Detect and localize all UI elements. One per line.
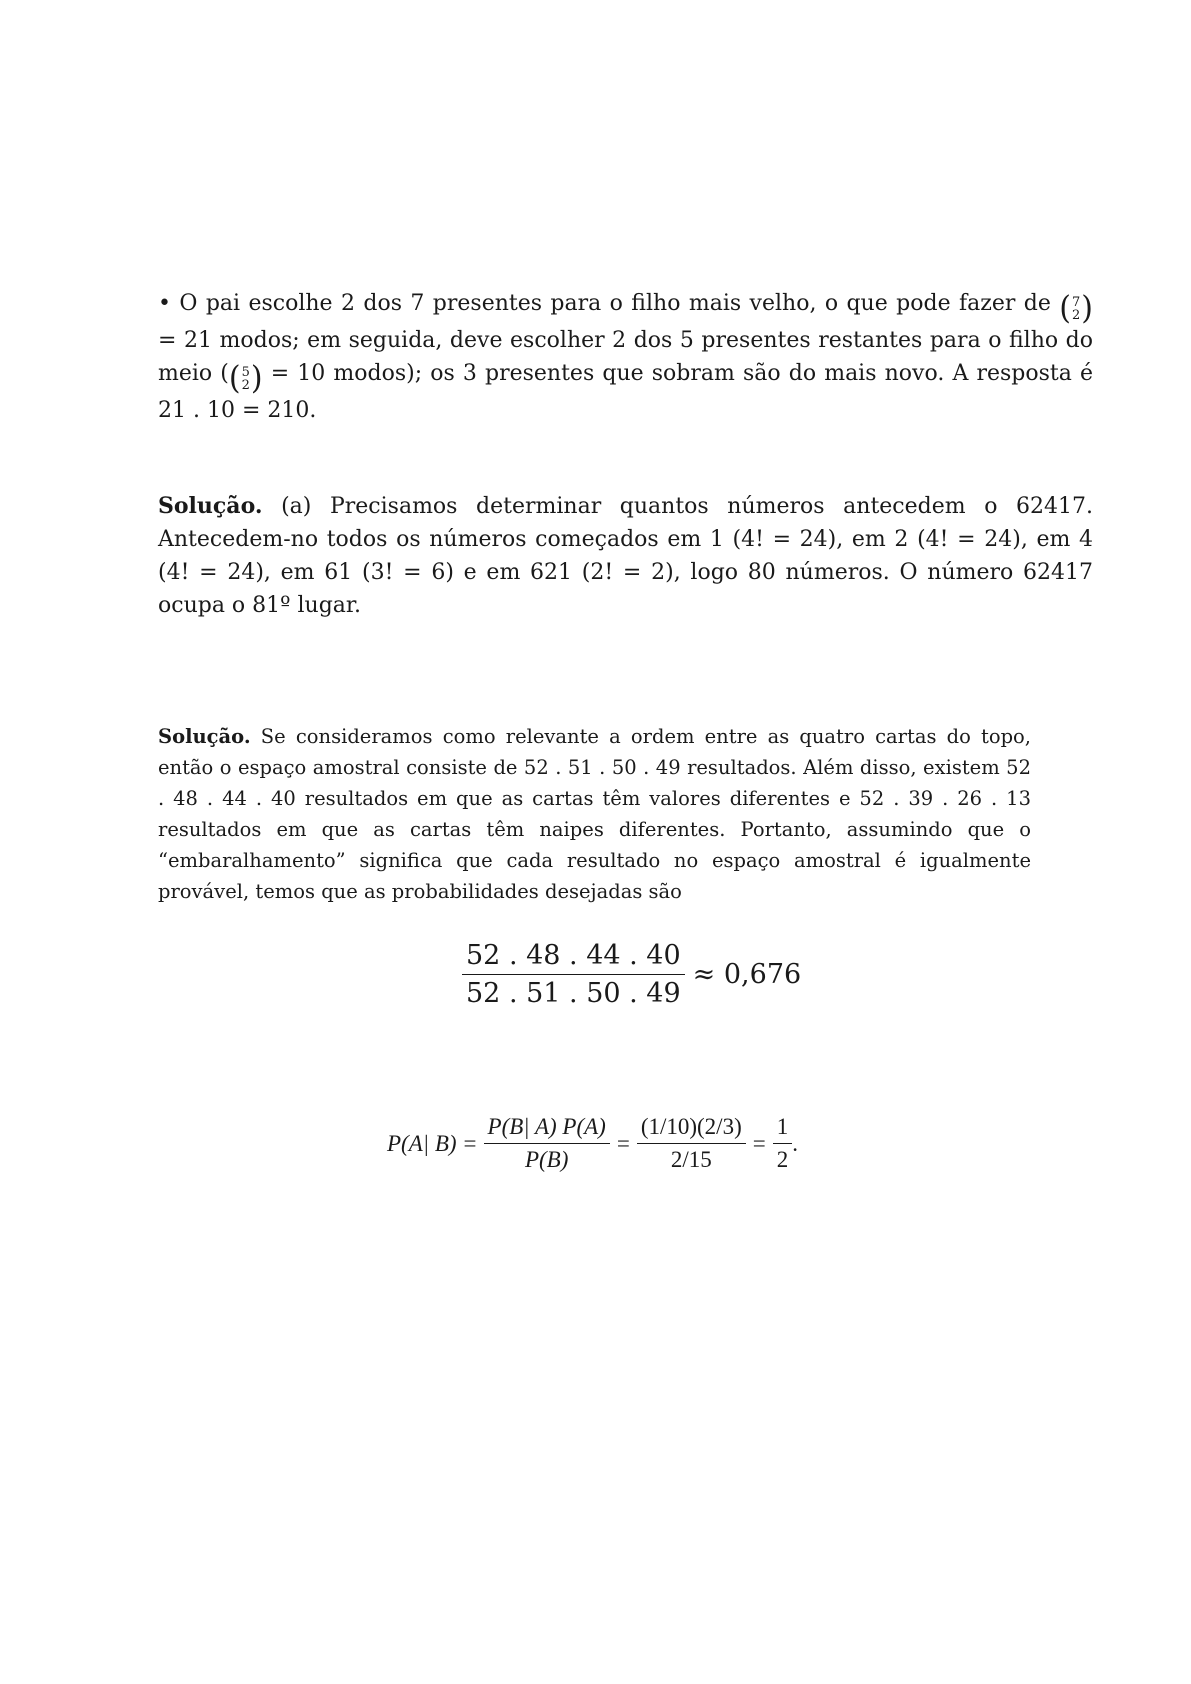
solution-text: (a) Precisamos determinar quantos números antecedem o 62417. Antecedem-no todos os números começados em 1 (4! = 24), em 2 (4! = 24), em 4 (4! = 24), em 61 (3! = 6) e em 621 (2! = 2), logo 80 números. O número 62417 ocupa o 81º lugar. (158, 494, 1093, 618)
fraction-denominator: P(B) (524, 1147, 569, 1172)
paragraph-solucao-62417 (158, 490, 1093, 622)
binomial-bottom: 2 (1072, 308, 1081, 323)
equation-bayes (387, 1114, 798, 1173)
fraction (462, 940, 685, 1009)
equals-sign: = (463, 1130, 477, 1156)
bullet: • (158, 291, 171, 316)
paragraph-text-a: O pai escolhe 2 dos 7 presentes para o filho mais velho, o que pode fazer de (179, 291, 1060, 316)
equals-sign: = (616, 1130, 630, 1156)
fraction-denominator: 2/15 (670, 1147, 712, 1172)
solution-text: Se consideramos como relevante a ordem entre as quatro cartas do topo, então o espaço amostral consiste de 52 . 51 . 50 . 49 resultados. Além disso, existem 52 . 48 . 44 . 40 resultados em que as cartas têm valores diferentes e 52 . 39 . 26 . 13 resultados em que as cartas têm naipes diferentes. Portanto, assumindo que o “embaralhamento” significa que cada resultado no espaço amostral é igualmente provável, temos que as probabilidades desejadas são (158, 725, 1031, 903)
paragraph-presentes (158, 287, 1093, 427)
binomial-bottom: 2 (241, 378, 250, 393)
fraction-denominator: 52 . 51 . 50 . 49 (466, 978, 681, 1009)
fraction-numerator: P(B| A) P(A) (484, 1114, 610, 1144)
fraction-numerator: 52 . 48 . 44 . 40 (462, 940, 685, 975)
solution-label: Solução. (158, 725, 251, 748)
equals-sign: = (752, 1130, 766, 1156)
period: . (792, 1130, 798, 1156)
fraction-numerator: (1/10)(2/3) (637, 1114, 746, 1144)
fraction-numerator: 1 (773, 1114, 793, 1144)
paragraph-text-c: = 10 modos); os 3 presentes que sobram são do mais novo. A resposta é 21 . 10 = 210. (158, 361, 1093, 423)
paragraph-solucao-cartas (158, 721, 1031, 907)
binomial-5-2: ( 5 2 ) (228, 360, 263, 397)
fraction-bayes (484, 1114, 610, 1173)
equation-lhs: P(A| B) (387, 1130, 457, 1156)
equation-probability-values (462, 940, 801, 1009)
solution-label: Solução. (158, 493, 263, 519)
binomial-7-2: ( 7 2 ) (1059, 290, 1093, 327)
fraction-result (773, 1114, 793, 1173)
binomial-top: 7 (1072, 295, 1081, 310)
approx-result: ≈ 0,676 (692, 959, 802, 990)
paragraph-text-b: = 21 modos; em seguida, deve escolher 2 dos 5 presentes restantes para o filho do meio ( (158, 328, 1093, 386)
fraction-values (637, 1114, 746, 1173)
fraction-denominator: 2 (776, 1147, 789, 1172)
binomial-top: 5 (241, 365, 250, 380)
